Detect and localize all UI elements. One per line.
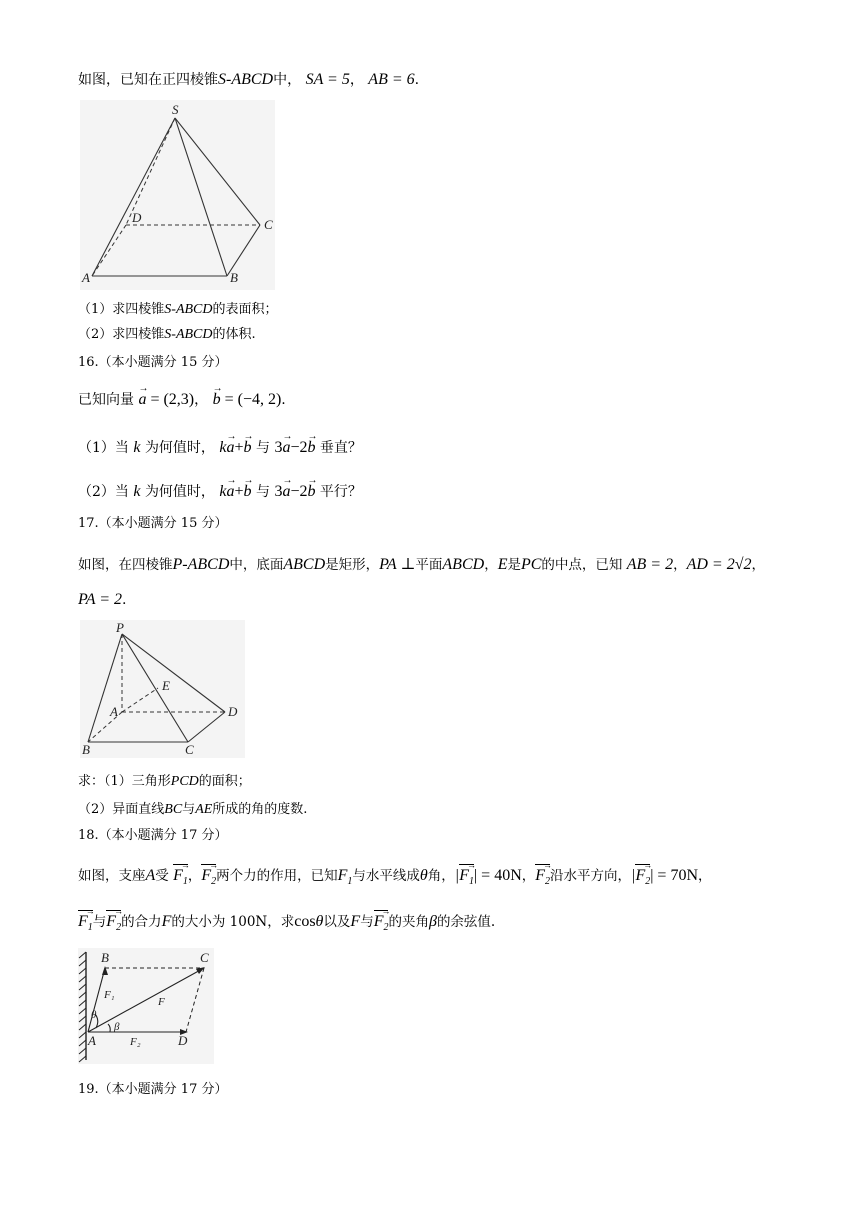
label-A: A [88,1033,96,1048]
q16-part2: （2）当 k 为何值时， k→ a+→ b 与 3→ a−2→ b 平行？ [78,482,362,502]
q17-line2: PA = 2. [78,591,127,608]
label-P: P [116,620,124,635]
label-B: B [230,270,238,285]
q17-line1: 如图，在四棱锥P-ABCD中，底面ABCD是矩形，PA ⊥平面ABCD，E是PC的中点，已知 AB = 2，AD = 2√2， [78,556,765,573]
q16-part1: （1）当 k 为何值时， k→ a+→ b 与 3→ a−2→ b 垂直？ [78,438,362,458]
label-A: A [110,704,118,719]
label-S: S [172,102,179,117]
q15-part1: （1）求四棱锥S-ABCD的表面积； [78,302,278,317]
figure-pyramid-sabcd [80,100,275,290]
label-D: D [132,210,142,225]
q18-line1: 如图，支座A受 $F_1$ →，$F_2$ →两个力的作用，已知$F_1$与水平线成θ角，$|F_1$ →| = 40N，$F_2$ →沿水平方向，$|F_2$ →| = 70N， [78,864,712,892]
label-C: C [264,217,273,232]
q16-given: 已知向量 → a = (2,3)， → b = (−4, 2). [78,390,286,410]
q15-intro: 如图，已知在正四棱锥S-ABCD中， SA = 5， AB = 6. [78,71,420,88]
label-E: E [162,678,170,693]
label-F2: F₂ [130,1036,141,1048]
q18-line2: $F_1$ →与$F_2$ →的合力F的大小为 100N，求cosθ以及F与$F_2$ →的夹角β的余弦值. [78,910,495,938]
q15-part2: （2）求四棱锥S-ABCD的体积. [78,327,256,342]
label-B: B [101,950,109,965]
q16-header: 16.（本小题满分 15 分） [78,355,228,370]
q18-header: 18.（本小题满分 17 分） [78,828,228,843]
figure-force-parallelogram [78,948,214,1064]
label-F1: F₁ [104,989,115,1001]
q19-header: 19.（本小题满分 17 分） [78,1082,228,1097]
label-A: A [82,270,90,285]
label-C: C [200,950,209,965]
q17-ask1: 求：（1）三角形PCD的面积； [78,774,251,789]
label-B: B [82,742,90,757]
q17-ask2: （2）异面直线BC与AE所成的角的度数. [78,802,308,817]
label-D: D [228,704,238,719]
label-D: D [178,1033,188,1048]
label-C: C [185,742,194,757]
label-beta: β [114,1021,120,1033]
label-theta: θ [91,1009,97,1021]
label-F: F [158,996,165,1008]
figure-pyramid-pabcd [80,620,245,758]
q17-header: 17.（本小题满分 15 分） [78,516,228,531]
